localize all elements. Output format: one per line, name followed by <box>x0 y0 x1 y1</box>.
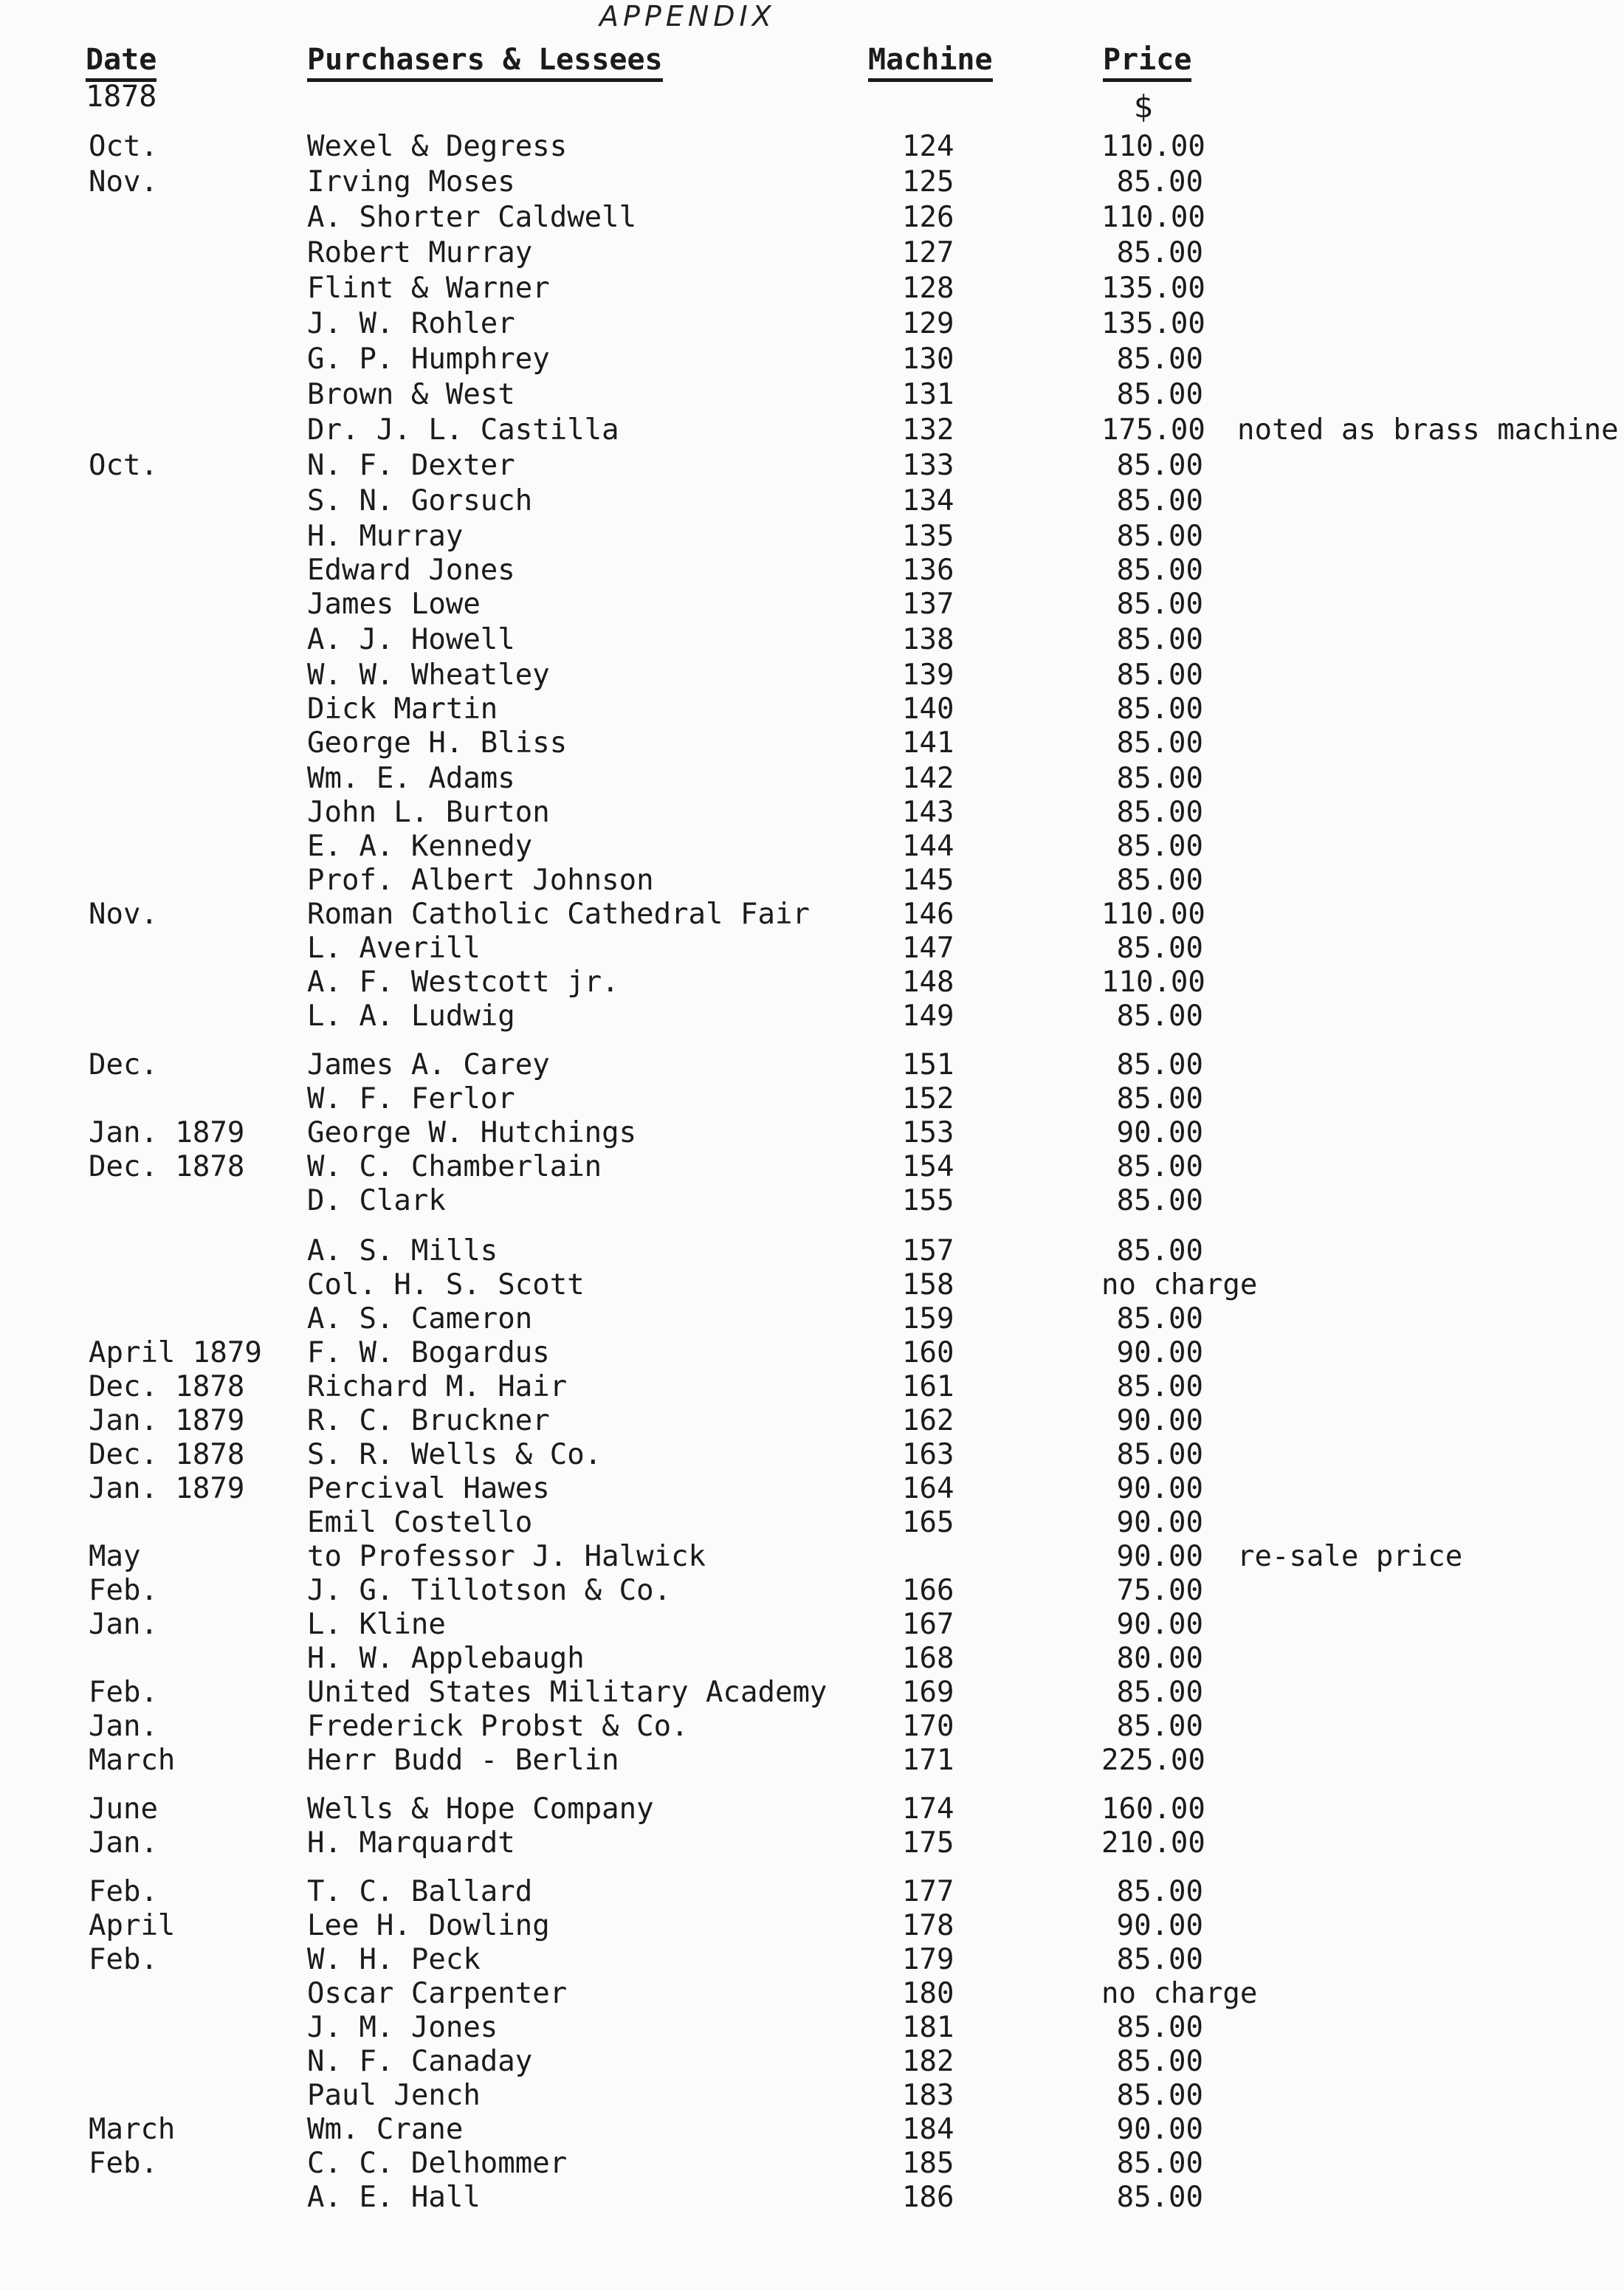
row-purchaser: D. Clark <box>307 1184 446 1217</box>
row-price: 85.00 <box>1116 1943 1203 1976</box>
table-row <box>0 1370 1624 1404</box>
row-price: 175.00 <box>1101 413 1205 447</box>
row-machine: 163 <box>902 1438 954 1471</box>
row-price: 85.00 <box>1116 484 1203 518</box>
table-row <box>0 830 1624 864</box>
row-price: 135.00 <box>1101 272 1205 305</box>
row-date: Jan. <box>89 1710 158 1743</box>
table-row <box>0 1710 1624 1744</box>
header-purchasers <box>307 43 663 82</box>
row-price: 225.00 <box>1101 1744 1205 1777</box>
row-date: Feb. <box>89 1574 158 1607</box>
row-price: 90.00 <box>1116 1116 1203 1149</box>
row-machine: 177 <box>902 1875 954 1908</box>
row-machine: 169 <box>902 1676 954 1709</box>
row-purchaser: E. A. Kennedy <box>307 830 533 863</box>
table-row <box>0 1404 1624 1438</box>
row-price: 80.00 <box>1116 1642 1203 1675</box>
row-date: Jan. <box>89 1826 158 1860</box>
row-price: 110.00 <box>1101 201 1205 234</box>
row-price: 85.00 <box>1116 2147 1203 2180</box>
table-row <box>0 1574 1624 1608</box>
row-date: Dec. 1878 <box>89 1438 245 1471</box>
table-row <box>0 932 1624 966</box>
row-machine: 149 <box>902 1000 954 1033</box>
row-purchaser: United States Military Academy <box>307 1676 828 1709</box>
row-machine: 147 <box>902 932 954 965</box>
row-purchaser: N. F. Canaday <box>307 2045 533 2078</box>
row-date: Jan. 1879 <box>89 1116 245 1149</box>
row-purchaser: Emil Costello <box>307 1506 533 1539</box>
row-machine: 154 <box>902 1150 954 1183</box>
row-price: 90.00 <box>1116 1909 1203 1942</box>
header-date-label: Date <box>86 43 156 82</box>
row-purchaser: John L. Burton <box>307 796 550 829</box>
row-machine: 155 <box>902 1184 954 1217</box>
row-machine: 143 <box>902 796 954 829</box>
row-machine: 132 <box>902 413 954 447</box>
row-purchaser: N. F. Dexter <box>307 449 515 482</box>
row-price: 85.00 <box>1116 343 1203 376</box>
table-row <box>0 1744 1624 1778</box>
row-price: 85.00 <box>1116 236 1203 269</box>
row-purchaser: H. Murray <box>307 520 464 553</box>
row-purchaser: Lee H. Dowling <box>307 1909 550 1942</box>
header-price <box>1103 43 1191 82</box>
row-machine: 148 <box>902 966 954 999</box>
table-row <box>0 2079 1624 2113</box>
row-purchaser: Brown & West <box>307 378 515 411</box>
table-row <box>0 796 1624 830</box>
row-machine: 126 <box>902 201 954 234</box>
currency-symbol: $ <box>1134 89 1154 125</box>
row-machine: 167 <box>902 1608 954 1641</box>
header-machine-label: Machine <box>868 43 993 82</box>
row-price: 85.00 <box>1116 1676 1203 1709</box>
row-machine: 151 <box>902 1048 954 1082</box>
row-price: no charge <box>1101 1268 1258 1302</box>
row-date: Dec. 1878 <box>89 1370 245 1403</box>
row-machine: 174 <box>902 1792 954 1826</box>
row-machine: 166 <box>902 1574 954 1607</box>
row-price: 85.00 <box>1116 165 1203 199</box>
row-machine: 159 <box>902 1302 954 1335</box>
row-machine: 183 <box>902 2079 954 2112</box>
row-machine: 178 <box>902 1909 954 1942</box>
table-row <box>0 1150 1624 1184</box>
row-machine: 125 <box>902 165 954 199</box>
row-purchaser: J. M. Jones <box>307 2011 498 2044</box>
row-date: June <box>89 1792 158 1826</box>
row-price: 90.00 <box>1116 1404 1203 1437</box>
row-date: Jan. <box>89 1608 158 1641</box>
row-machine: 138 <box>902 623 954 656</box>
row-purchaser: Col. H. S. Scott <box>307 1268 585 1302</box>
row-purchaser: Wm. Crane <box>307 2113 464 2146</box>
row-purchaser: Wexel & Degress <box>307 130 568 163</box>
row-purchaser: Herr Budd - Berlin <box>307 1744 619 1777</box>
header-price-label: Price <box>1103 43 1191 82</box>
row-machine: 140 <box>902 692 954 726</box>
row-price: 85.00 <box>1116 659 1203 692</box>
table-row <box>0 1000 1624 1034</box>
row-price: 85.00 <box>1116 1234 1203 1268</box>
table-row <box>0 165 1624 199</box>
row-note: re-sale price <box>1237 1540 1463 1573</box>
row-price: 85.00 <box>1116 623 1203 656</box>
row-purchaser: Roman Catholic Cathedral Fair <box>307 898 810 931</box>
row-price: 85.00 <box>1116 1302 1203 1335</box>
row-date: Feb. <box>89 1676 158 1709</box>
row-machine: 133 <box>902 449 954 482</box>
row-price: no charge <box>1101 1977 1258 2010</box>
row-machine: 180 <box>902 1977 954 2010</box>
row-purchaser: L. A. Ludwig <box>307 1000 515 1033</box>
row-purchaser: F. W. Bogardus <box>307 1336 550 1369</box>
row-machine: 127 <box>902 236 954 269</box>
table-row <box>0 864 1624 898</box>
row-machine: 141 <box>902 726 954 760</box>
row-purchaser: L. Kline <box>307 1608 446 1641</box>
row-date: Jan. 1879 <box>89 1472 245 1505</box>
row-machine: 130 <box>902 343 954 376</box>
row-machine: 153 <box>902 1116 954 1149</box>
row-price: 85.00 <box>1116 1370 1203 1403</box>
row-machine: 165 <box>902 1506 954 1539</box>
row-machine: 157 <box>902 1234 954 1268</box>
row-date: Feb. <box>89 2147 158 2180</box>
row-price: 85.00 <box>1116 726 1203 760</box>
row-machine: 144 <box>902 830 954 863</box>
row-machine: 124 <box>902 130 954 163</box>
table-row <box>0 2113 1624 2147</box>
row-purchaser: H. W. Applebaugh <box>307 1642 585 1675</box>
row-date: Feb. <box>89 1943 158 1976</box>
table-row <box>0 484 1624 518</box>
row-price: 85.00 <box>1116 2181 1203 2214</box>
table-row <box>0 1116 1624 1150</box>
table-row <box>0 1608 1624 1642</box>
row-price: 135.00 <box>1101 307 1205 340</box>
row-machine: 158 <box>902 1268 954 1302</box>
row-purchaser: Edward Jones <box>307 554 515 587</box>
row-date: April 1879 <box>89 1336 262 1369</box>
row-machine: 146 <box>902 898 954 931</box>
table-row <box>0 378 1624 412</box>
table-row <box>0 1977 1624 2011</box>
row-purchaser: S. R. Wells & Co. <box>307 1438 602 1471</box>
row-machine: 182 <box>902 2045 954 2078</box>
row-price: 90.00 <box>1116 1336 1203 1369</box>
row-date: Feb. <box>89 1875 158 1908</box>
row-price: 85.00 <box>1116 864 1203 897</box>
row-purchaser: J. W. Rohler <box>307 307 515 340</box>
table-row <box>0 623 1624 657</box>
row-price: 85.00 <box>1116 830 1203 863</box>
row-purchaser: Frederick Probst & Co. <box>307 1710 689 1743</box>
row-machine: 184 <box>902 2113 954 2146</box>
row-purchaser: Robert Murray <box>307 236 533 269</box>
row-purchaser: H. Marquardt <box>307 1826 515 1860</box>
row-purchaser: Prof. Albert Johnson <box>307 864 654 897</box>
row-note: noted as brass machine <box>1237 413 1619 447</box>
row-purchaser: Percival Hawes <box>307 1472 550 1505</box>
header-purchasers-label: Purchasers & Lessees <box>307 43 663 82</box>
table-row <box>0 520 1624 554</box>
table-row <box>0 1909 1624 1943</box>
row-purchaser: W. H. Peck <box>307 1943 481 1976</box>
row-purchaser: S. N. Gorsuch <box>307 484 533 518</box>
row-purchaser: W. W. Wheatley <box>307 659 550 692</box>
row-purchaser: R. C. Bruckner <box>307 1404 550 1437</box>
row-purchaser: Flint & Warner <box>307 272 550 305</box>
table-row <box>0 1506 1624 1540</box>
table-row <box>0 1302 1624 1336</box>
table-row <box>0 554 1624 588</box>
table-row <box>0 1826 1624 1860</box>
table-row <box>0 726 1624 760</box>
row-purchaser: A. S. Cameron <box>307 1302 533 1335</box>
table-row <box>0 1875 1624 1909</box>
table-row <box>0 307 1624 341</box>
row-machine: 175 <box>902 1826 954 1860</box>
table-row <box>0 130 1624 164</box>
row-machine: 164 <box>902 1472 954 1505</box>
table-row <box>0 1792 1624 1826</box>
table-row <box>0 1184 1624 1218</box>
row-purchaser: A. F. Westcott jr. <box>307 966 619 999</box>
table-row <box>0 1438 1624 1472</box>
row-purchaser: A. E. Hall <box>307 2181 481 2214</box>
row-machine: 168 <box>902 1642 954 1675</box>
table-row <box>0 762 1624 796</box>
row-price: 85.00 <box>1116 1082 1203 1115</box>
row-purchaser: A. Shorter Caldwell <box>307 201 637 234</box>
row-price: 85.00 <box>1116 2011 1203 2044</box>
row-purchaser: W. C. Chamberlain <box>307 1150 602 1183</box>
row-purchaser: W. F. Ferlor <box>307 1082 515 1115</box>
row-date: Oct. <box>89 449 158 482</box>
row-date: Dec. 1878 <box>89 1150 245 1183</box>
table-row <box>0 966 1624 1000</box>
table-row <box>0 2011 1624 2045</box>
row-purchaser: T. C. Ballard <box>307 1875 533 1908</box>
row-machine: 139 <box>902 659 954 692</box>
row-date: Nov. <box>89 165 158 199</box>
row-price: 85.00 <box>1116 796 1203 829</box>
row-machine: 186 <box>902 2181 954 2214</box>
row-purchaser: James Lowe <box>307 588 481 621</box>
row-date: Nov. <box>89 898 158 931</box>
row-machine: 185 <box>902 2147 954 2180</box>
row-price: 85.00 <box>1116 378 1203 411</box>
row-price: 90.00 <box>1116 2113 1203 2146</box>
row-purchaser: George W. Hutchings <box>307 1116 637 1149</box>
row-price: 85.00 <box>1116 1048 1203 1082</box>
row-price: 85.00 <box>1116 520 1203 553</box>
row-machine: 142 <box>902 762 954 795</box>
row-machine: 131 <box>902 378 954 411</box>
year-label: 1878 <box>86 80 157 114</box>
table-row <box>0 272 1624 306</box>
row-price: 110.00 <box>1101 898 1205 931</box>
row-price: 90.00 <box>1116 1506 1203 1539</box>
row-purchaser: C. C. Delhommer <box>307 2147 568 2180</box>
row-machine: 161 <box>902 1370 954 1403</box>
table-row <box>0 236 1624 270</box>
row-price: 90.00 <box>1116 1472 1203 1505</box>
row-machine: 129 <box>902 307 954 340</box>
row-machine: 137 <box>902 588 954 621</box>
row-purchaser: James A. Carey <box>307 1048 550 1082</box>
row-price: 160.00 <box>1101 1792 1205 1826</box>
row-date: Oct. <box>89 130 158 163</box>
row-price: 210.00 <box>1101 1826 1205 1860</box>
row-date: Jan. 1879 <box>89 1404 245 1437</box>
table-row <box>0 1268 1624 1302</box>
row-date: May <box>89 1540 141 1573</box>
row-price: 85.00 <box>1116 932 1203 965</box>
row-price: 75.00 <box>1116 1574 1203 1607</box>
row-machine: 170 <box>902 1710 954 1743</box>
table-row <box>0 343 1624 376</box>
table-row <box>0 1540 1624 1574</box>
row-purchaser: Oscar Carpenter <box>307 1977 568 2010</box>
row-purchaser: Dr. J. L. Castilla <box>307 413 619 447</box>
row-machine: 136 <box>902 554 954 587</box>
row-price: 85.00 <box>1116 554 1203 587</box>
row-price: 85.00 <box>1116 2045 1203 2078</box>
row-purchaser: G. P. Humphrey <box>307 343 550 376</box>
table-row <box>0 588 1624 622</box>
row-price: 85.00 <box>1116 1438 1203 1471</box>
row-price: 110.00 <box>1101 966 1205 999</box>
row-machine: 181 <box>902 2011 954 2044</box>
row-purchaser: A. S. Mills <box>307 1234 498 1268</box>
table-row <box>0 1082 1624 1116</box>
row-machine: 135 <box>902 520 954 553</box>
row-price: 85.00 <box>1116 449 1203 482</box>
row-price: 85.00 <box>1116 1710 1203 1743</box>
row-purchaser: Richard M. Hair <box>307 1370 568 1403</box>
row-purchaser: Irving Moses <box>307 165 515 199</box>
row-date: Dec. <box>89 1048 158 1082</box>
row-purchaser: Paul Jench <box>307 2079 481 2112</box>
table-row <box>0 2147 1624 2181</box>
table-row <box>0 2045 1624 2079</box>
table-row <box>0 898 1624 932</box>
table-row <box>0 692 1624 726</box>
row-purchaser: George H. Bliss <box>307 726 568 760</box>
table-row <box>0 1943 1624 1977</box>
header-machine <box>868 43 993 82</box>
row-purchaser: Wells & Hope Company <box>307 1792 654 1826</box>
table-row <box>0 1676 1624 1710</box>
row-date: April <box>89 1909 176 1942</box>
table-row <box>0 413 1624 447</box>
row-machine: 128 <box>902 272 954 305</box>
row-price: 110.00 <box>1101 130 1205 163</box>
table-row <box>0 1642 1624 1676</box>
table-row <box>0 201 1624 235</box>
row-price: 85.00 <box>1116 762 1203 795</box>
row-purchaser: Wm. E. Adams <box>307 762 515 795</box>
row-price: 85.00 <box>1116 1150 1203 1183</box>
row-purchaser: J. G. Tillotson & Co. <box>307 1574 672 1607</box>
row-price: 90.00 <box>1116 1540 1203 1573</box>
header-date <box>86 43 156 82</box>
table-row <box>0 659 1624 692</box>
row-purchaser: Dick Martin <box>307 692 498 726</box>
row-price: 85.00 <box>1116 1000 1203 1033</box>
row-date: March <box>89 1744 176 1777</box>
row-price: 90.00 <box>1116 1608 1203 1641</box>
row-purchaser: A. J. Howell <box>307 623 515 656</box>
row-machine: 152 <box>902 1082 954 1115</box>
row-price: 85.00 <box>1116 1875 1203 1908</box>
table-row <box>0 1472 1624 1506</box>
row-purchaser: L. Averill <box>307 932 481 965</box>
table-row <box>0 449 1624 483</box>
row-price: 85.00 <box>1116 2079 1203 2112</box>
row-price: 85.00 <box>1116 588 1203 621</box>
row-machine: 145 <box>902 864 954 897</box>
row-date: March <box>89 2113 176 2146</box>
table-row <box>0 1048 1624 1082</box>
row-purchaser: to Professor J. Halwick <box>307 1540 706 1573</box>
row-machine: 134 <box>902 484 954 518</box>
row-machine: 160 <box>902 1336 954 1369</box>
row-price: 85.00 <box>1116 1184 1203 1217</box>
table-row <box>0 1234 1624 1268</box>
page-title: APPENDIX <box>599 0 776 32</box>
table-row <box>0 1336 1624 1370</box>
row-price: 85.00 <box>1116 692 1203 726</box>
row-machine: 179 <box>902 1943 954 1976</box>
row-machine: 171 <box>902 1744 954 1777</box>
row-machine: 162 <box>902 1404 954 1437</box>
table-row <box>0 2181 1624 2215</box>
